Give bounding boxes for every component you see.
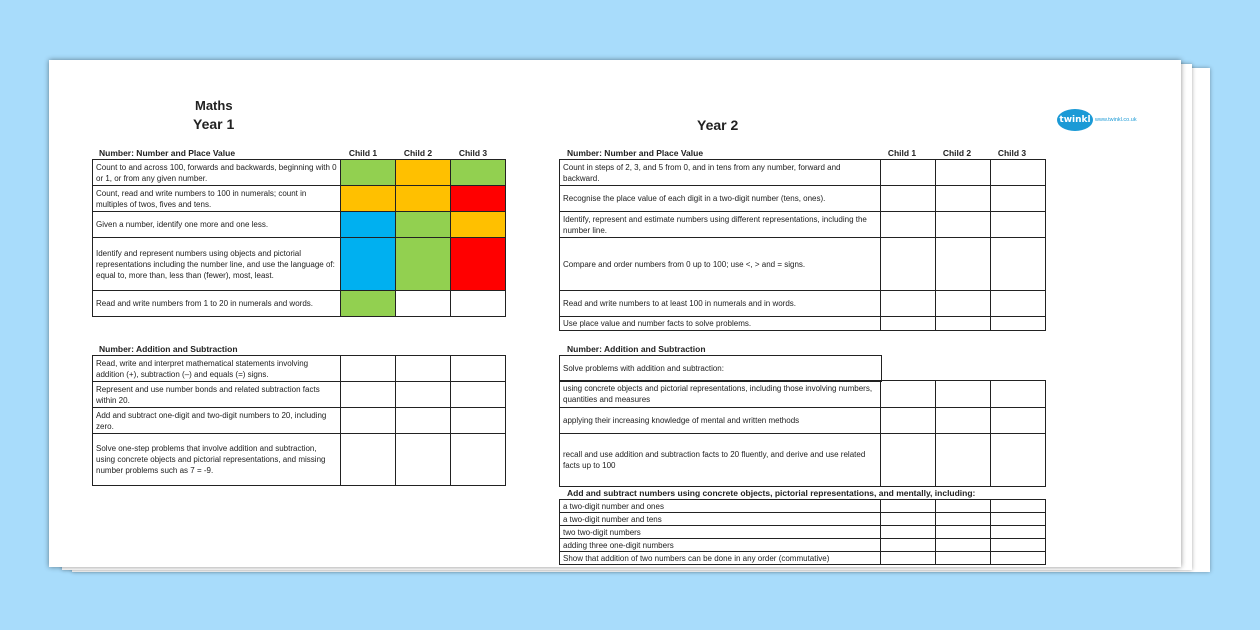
y1-place-value-heading: Number: Number and Place Value bbox=[99, 148, 236, 158]
logo-url: www.twinkl.co.uk bbox=[1095, 117, 1137, 123]
objective-cell: a two-digit number and ones bbox=[560, 500, 881, 513]
y1-pv-r2-c1[interactable] bbox=[396, 212, 451, 238]
table-row bbox=[560, 317, 1046, 331]
assessment-cell[interactable] bbox=[936, 526, 991, 539]
year2-title: Year 2 bbox=[697, 117, 739, 133]
table-row bbox=[560, 186, 1046, 212]
table-row bbox=[560, 552, 1046, 565]
table-row bbox=[560, 513, 1046, 526]
table-row bbox=[93, 408, 506, 434]
y1-pv-r4-c2[interactable] bbox=[451, 291, 506, 317]
twinkl-logo: twinkl bbox=[1057, 109, 1093, 131]
assessment-cell[interactable] bbox=[991, 212, 1046, 238]
assessment-cell[interactable] bbox=[991, 526, 1046, 539]
table-row bbox=[560, 500, 1046, 513]
y2-addition-heading: Number: Addition and Subtraction bbox=[567, 344, 706, 354]
objective-cell: Identify, represent and estimate numbers using different representations, including the number line. bbox=[560, 212, 881, 238]
assessment-cell[interactable] bbox=[396, 356, 451, 382]
objective-cell: a two-digit number and tens bbox=[560, 513, 881, 526]
assessment-sheet bbox=[49, 60, 1181, 567]
assessment-cell[interactable] bbox=[451, 408, 506, 434]
y2-place-value-heading: Number: Number and Place Value bbox=[567, 148, 704, 158]
y1-place-value-table bbox=[92, 159, 506, 317]
assessment-cell[interactable] bbox=[881, 500, 936, 513]
assessment-cell[interactable] bbox=[936, 317, 991, 331]
y1-addition-table bbox=[92, 355, 506, 486]
objective-cell: Represent and use number bonds and related subtraction facts within 20. bbox=[93, 382, 341, 408]
y1-pv-r2-c0[interactable] bbox=[341, 212, 396, 238]
assessment-cell[interactable] bbox=[396, 382, 451, 408]
assessment-cell[interactable] bbox=[936, 500, 991, 513]
y1-pv-r1-c1[interactable] bbox=[396, 186, 451, 212]
assessment-cell[interactable] bbox=[936, 160, 991, 186]
assessment-cell[interactable] bbox=[936, 238, 991, 291]
y2-child2-header: Child 2 bbox=[942, 148, 972, 158]
y1-child3-header: Child 3 bbox=[458, 148, 488, 158]
assessment-cell[interactable] bbox=[936, 186, 991, 212]
table-row bbox=[560, 356, 882, 382]
table-row bbox=[93, 238, 506, 291]
y2-child1-header: Child 1 bbox=[887, 148, 917, 158]
assessment-cell[interactable] bbox=[936, 212, 991, 238]
table-row bbox=[93, 434, 506, 486]
assessment-cell[interactable] bbox=[881, 408, 936, 434]
y2-subtraction-methods-table bbox=[559, 499, 1046, 565]
assessment-cell[interactable] bbox=[991, 552, 1046, 565]
assessment-cell[interactable] bbox=[991, 500, 1046, 513]
y1-pv-r0-c1[interactable] bbox=[396, 160, 451, 186]
y1-pv-r4-c0[interactable] bbox=[341, 291, 396, 317]
table-row bbox=[93, 160, 506, 186]
assessment-cell[interactable] bbox=[936, 408, 991, 434]
assessment-cell[interactable] bbox=[881, 513, 936, 526]
assessment-cell[interactable] bbox=[881, 526, 936, 539]
objective-cell: Recognise the place value of each digit in a two-digit number (tens, ones). bbox=[560, 186, 881, 212]
objective-cell: Use place value and number facts to solve problems. bbox=[560, 317, 881, 331]
assessment-cell[interactable] bbox=[451, 382, 506, 408]
objective-cell: Solve one-step problems that involve addition and subtraction, using concrete objects and pictorial representations, and missing number problems such as 7 = -9. bbox=[93, 434, 341, 486]
y2-place-value-table bbox=[559, 159, 1046, 331]
assessment-cell[interactable] bbox=[881, 160, 936, 186]
assessment-cell[interactable] bbox=[341, 356, 396, 382]
assessment-cell[interactable] bbox=[451, 356, 506, 382]
objective-cell: Solve problems with addition and subtraction: bbox=[560, 356, 882, 382]
objective-cell: Compare and order numbers from 0 up to 100; use <, > and = signs. bbox=[560, 238, 881, 291]
objective-cell: Count to and across 100, forwards and backwards, beginning with 0 or 1, or from any given number. bbox=[93, 160, 341, 186]
table-row bbox=[93, 291, 506, 317]
y1-pv-r2-c2[interactable] bbox=[451, 212, 506, 238]
objective-cell: two two-digit numbers bbox=[560, 526, 881, 539]
y1-child2-header: Child 2 bbox=[403, 148, 433, 158]
objective-cell: Read, write and interpret mathematical statements involving addition (+), subtraction (–) and equals (=) signs. bbox=[93, 356, 341, 382]
y1-pv-r3-c0[interactable] bbox=[341, 238, 396, 291]
assessment-cell[interactable] bbox=[881, 381, 936, 408]
y1-child1-header: Child 1 bbox=[348, 148, 378, 158]
y1-pv-r4-c1[interactable] bbox=[396, 291, 451, 317]
assessment-cell[interactable] bbox=[991, 513, 1046, 526]
table-row bbox=[560, 212, 1046, 238]
table-row bbox=[93, 186, 506, 212]
objective-cell: Read and write numbers from 1 to 20 in numerals and words. bbox=[93, 291, 341, 317]
assessment-cell[interactable] bbox=[881, 291, 936, 317]
assessment-cell[interactable] bbox=[991, 317, 1046, 331]
y1-pv-r3-c1[interactable] bbox=[396, 238, 451, 291]
assessment-cell[interactable] bbox=[936, 552, 991, 565]
y2-addition-table bbox=[559, 380, 1046, 487]
table-row bbox=[560, 291, 1046, 317]
assessment-cell[interactable] bbox=[936, 291, 991, 317]
table-row bbox=[93, 212, 506, 238]
table-row bbox=[560, 238, 1046, 291]
assessment-cell[interactable] bbox=[881, 238, 936, 291]
objective-cell: recall and use addition and subtraction facts to 20 fluently, and derive and use related facts up to 100 bbox=[560, 434, 881, 487]
table-row bbox=[560, 526, 1046, 539]
assessment-cell[interactable] bbox=[991, 381, 1046, 408]
y2-sub-heading: Add and subtract numbers using concrete objects, pictorial representations, and mentally, including: bbox=[567, 488, 976, 498]
year1-title: Year 1 bbox=[193, 116, 235, 132]
y2-addition-intro-table bbox=[559, 355, 882, 382]
table-row bbox=[560, 434, 1046, 487]
assessment-cell[interactable] bbox=[881, 317, 936, 331]
assessment-cell[interactable] bbox=[991, 238, 1046, 291]
objective-cell: Identify and represent numbers using objects and pictorial representations including the number line, and use the language of: equal to, more than, less than (fewer), most, least. bbox=[93, 238, 341, 291]
y1-pv-r1-c0[interactable] bbox=[341, 186, 396, 212]
assessment-cell[interactable] bbox=[396, 408, 451, 434]
objective-cell: Count in steps of 2, 3, and 5 from 0, and in tens from any number, forward and backward. bbox=[560, 160, 881, 186]
y1-pv-r0-c2[interactable] bbox=[451, 160, 506, 186]
objective-cell: Count, read and write numbers to 100 in numerals; count in multiples of twos, fives and tens. bbox=[93, 186, 341, 212]
y1-pv-r3-c2[interactable] bbox=[451, 238, 506, 291]
assessment-cell[interactable] bbox=[341, 408, 396, 434]
table-row bbox=[560, 160, 1046, 186]
assessment-cell[interactable] bbox=[936, 381, 991, 408]
assessment-cell[interactable] bbox=[936, 434, 991, 487]
assessment-cell[interactable] bbox=[991, 539, 1046, 552]
assessment-cell[interactable] bbox=[881, 212, 936, 238]
objective-cell: Show that addition of two numbers can be done in any order (commutative) bbox=[560, 552, 881, 565]
assessment-cell[interactable] bbox=[991, 291, 1046, 317]
table-row bbox=[560, 408, 1046, 434]
assessment-cell[interactable] bbox=[881, 434, 936, 487]
assessment-cell[interactable] bbox=[451, 434, 506, 486]
subject-title: Maths bbox=[195, 98, 233, 113]
assessment-cell[interactable] bbox=[936, 539, 991, 552]
assessment-cell[interactable] bbox=[991, 186, 1046, 212]
assessment-cell[interactable] bbox=[881, 186, 936, 212]
assessment-cell[interactable] bbox=[936, 513, 991, 526]
y2-child3-header: Child 3 bbox=[997, 148, 1027, 158]
table-row bbox=[93, 382, 506, 408]
objective-cell: using concrete objects and pictorial representations, including those involving numbers, quantities and measures bbox=[560, 381, 881, 408]
objective-cell: Add and subtract one-digit and two-digit numbers to 20, including zero. bbox=[93, 408, 341, 434]
assessment-cell[interactable] bbox=[881, 539, 936, 552]
table-row bbox=[560, 381, 1046, 408]
y1-pv-r1-c2[interactable] bbox=[451, 186, 506, 212]
assessment-cell[interactable] bbox=[396, 434, 451, 486]
objective-cell: Given a number, identify one more and one less. bbox=[93, 212, 341, 238]
table-row bbox=[560, 539, 1046, 552]
y1-addition-heading: Number: Addition and Subtraction bbox=[99, 344, 238, 354]
table-row bbox=[93, 356, 506, 382]
assessment-cell[interactable] bbox=[341, 434, 396, 486]
y1-pv-r0-c0[interactable] bbox=[341, 160, 396, 186]
objective-cell: applying their increasing knowledge of mental and written methods bbox=[560, 408, 881, 434]
assessment-cell[interactable] bbox=[341, 382, 396, 408]
assessment-cell[interactable] bbox=[881, 552, 936, 565]
objective-cell: Read and write numbers to at least 100 in numerals and in words. bbox=[560, 291, 881, 317]
assessment-cell[interactable] bbox=[991, 160, 1046, 186]
assessment-cell[interactable] bbox=[991, 408, 1046, 434]
objective-cell: adding three one-digit numbers bbox=[560, 539, 881, 552]
assessment-cell[interactable] bbox=[991, 434, 1046, 487]
